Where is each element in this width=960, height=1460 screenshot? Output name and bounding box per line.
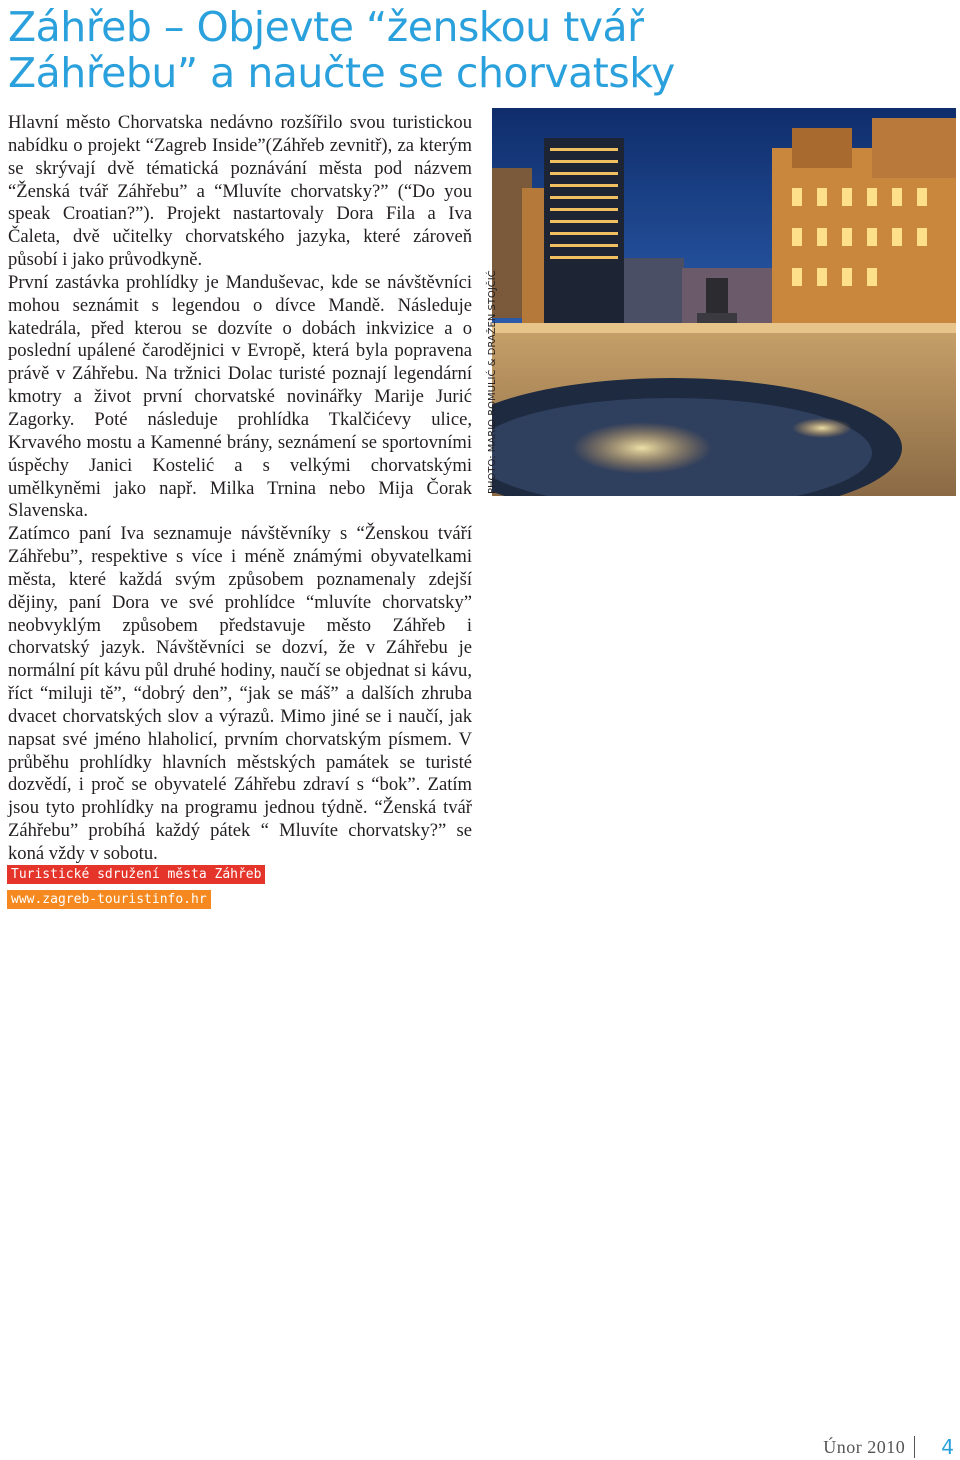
- footer-divider: [914, 1436, 915, 1458]
- article-body: [8, 112, 472, 866]
- website-link[interactable]: www.zagreb-touristinfo.hr: [7, 890, 211, 909]
- paragraph-guides: Zatímco paní Iva seznamuje návštěvníky s “Ženskou tváří Záhřebu”, respektive s více i méně známými obyvatelkami města, které každá svým způsobem poznamenaly zdejší dějiny, paní Dora ve své prohlídce “mluvíte chorvatsky” neobvyklým způsobem představuje město Záhřeb i chorvatský jazyk. Návštěvníci se dozví, že v Záhřebu je normální pít kávu půl druhé hodiny, naučí se objednat si kávu, říct “miluji tě”, “dobrý den”, “jak se máš” a dalších zhruba dvacet chorvatských slov a výrazů. Mimo jiné se i naučí, jak napsat své jméno hlaholicí, prvním chorvatským písmem. V průběhu prohlídky hlavních městských památek se turisté dozvědí, i proč se obyvatelé Záhřebu zdraví s “bok”. Zatím jsou tyto prohlídky na programu jednou týdně. “Ženská tvář Záhřebu” probíhá každý pátek “ Mluvíte chorvatsky?” se koná vždy v sobotu.: [8, 523, 472, 864]
- title-line-1: Záhřeb – Objevte “ženskou tvář: [8, 3, 644, 51]
- paragraph-tour-stops: První zastávka prohlídky je Manduševac, kde se návštěvníci mohou seznámit s legendou o dívce Mandě. Následuje katedrála, před kterou se dozvíte o dobách inkvizice a o poslední upálené čarodějnici v Evropě, která byla popravena právě v Záhřebu. Na tržnici Dolac turisté poznají legendární kmotry a život první chorvatské novinářky Marije Jurić Zagorky. Poté následuje prohlídka Tkalčićevy ulice, Krvavého mostu a Kamenné brány, seznámení se sportovními úspěchy Janici Kostelić a s velkými chorvatskými umělkyněmi jako např. Milka Trnina nebo Mija Čorak Slavenska.: [8, 271, 472, 522]
- title-line-2: Záhřebu” a naučte se chorvatsky: [8, 49, 675, 97]
- issue-date: Únor 2010: [823, 1436, 906, 1457]
- page-footer: [823, 1434, 954, 1460]
- page-number: 4: [941, 1435, 954, 1459]
- article-title: [8, 4, 948, 96]
- organization-tag: Turistické sdružení města Záhřeb: [7, 865, 265, 884]
- photo-credit: PHOTO: MARIO ROMULIĆ & DRAŽEN STOJČIĆ: [487, 270, 498, 494]
- paragraph-intro: Hlavní město Chorvatska nedávno rozšířilo svou turistickou nabídku o projekt “Zagreb Inside”(Záhřeb zevnitř), za kterým se skrývají dvě tématická poznávání města pod názvem “Ženská tvář Záhřebu” a “Mluvíte chorvatsky?” (“Do you speak Croatian?”). Projekt nastartovaly Dora Fila a Iva Čaleta, dvě učitelky chorvatského jazyka, které zároveň působí i jako průvodkyně.: [8, 112, 472, 271]
- zagreb-square-photo: [492, 108, 956, 496]
